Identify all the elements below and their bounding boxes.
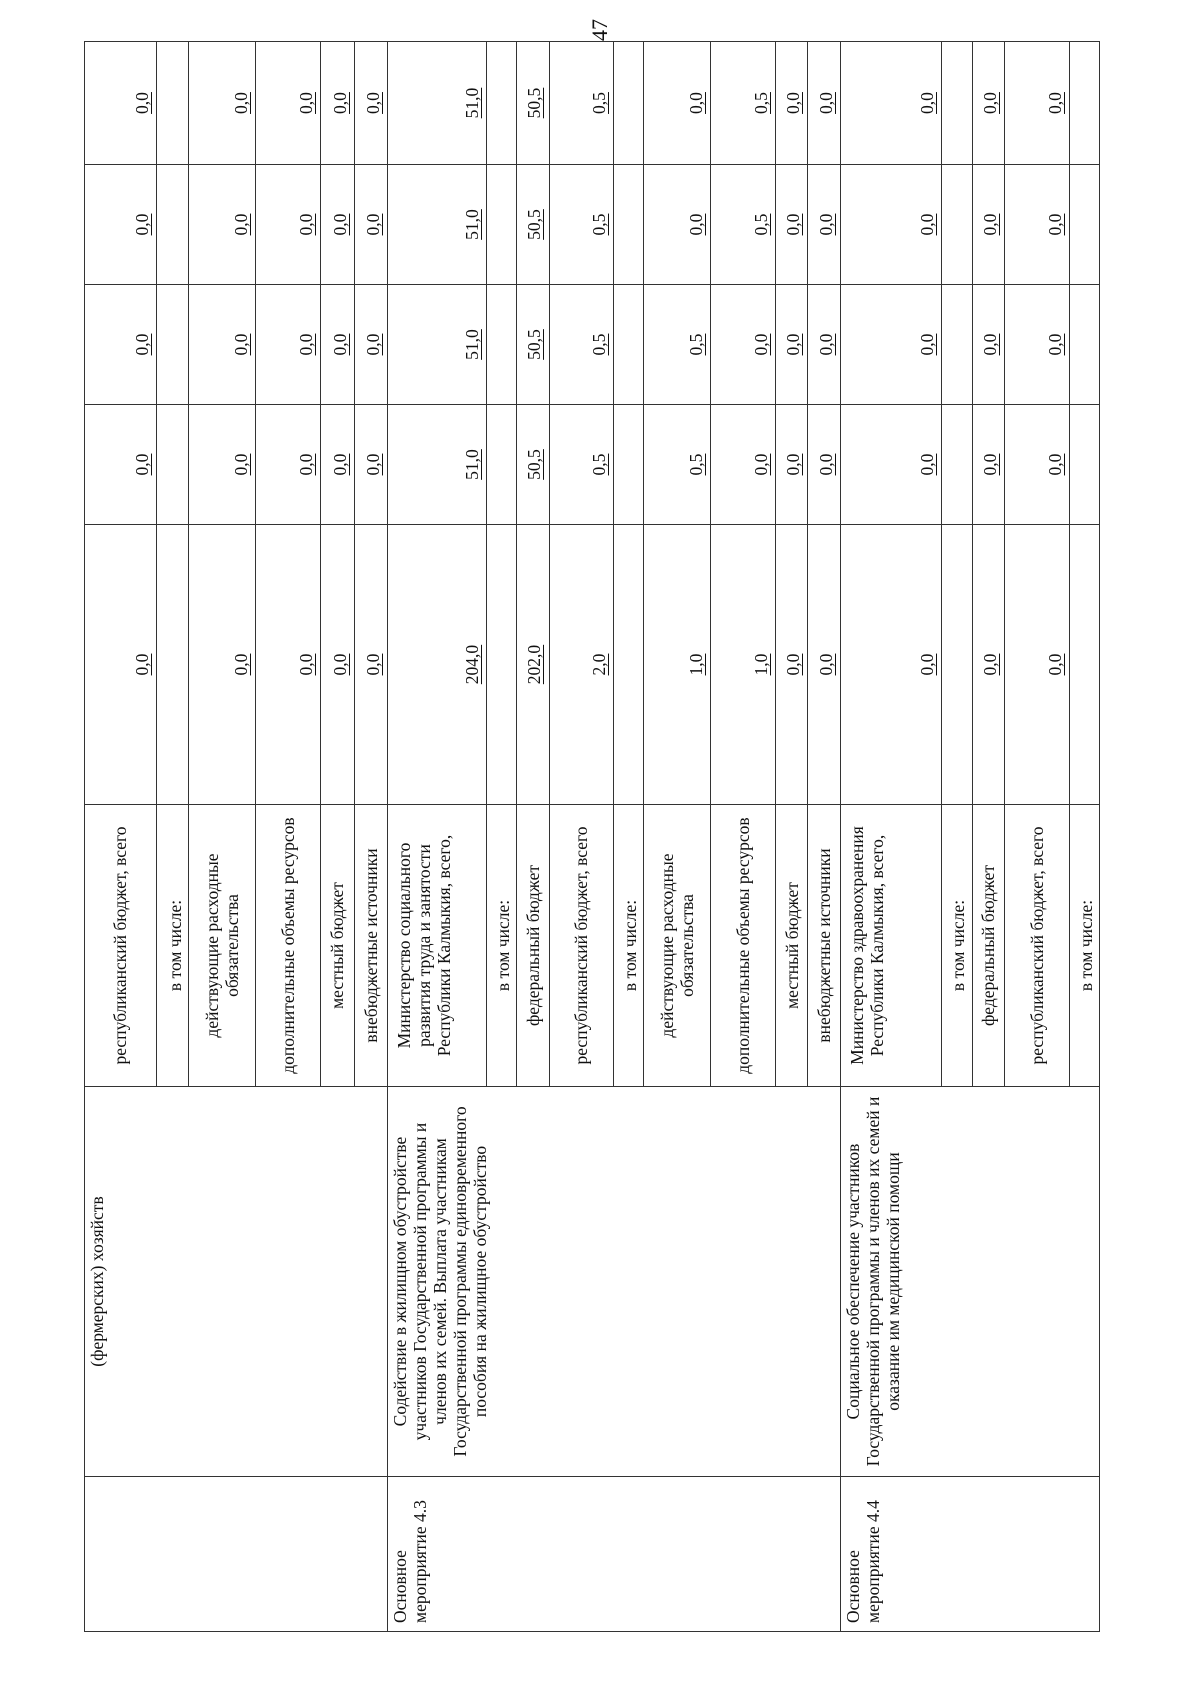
value-text: 0,0 — [362, 333, 383, 356]
value-text: 0,0 — [917, 653, 938, 676]
value-cell — [1004, 525, 1069, 805]
value-cell — [387, 165, 486, 285]
value-text: 0,0 — [815, 333, 836, 356]
value-cell — [614, 165, 644, 285]
value-cell — [1069, 285, 1099, 405]
value-cell — [808, 42, 840, 165]
value-cell — [1004, 285, 1069, 405]
value-text: 0,0 — [783, 333, 804, 356]
value-cell — [840, 285, 942, 405]
value-text: 0,5 — [686, 333, 707, 356]
funding-source-cell: действующие расходные обязательства — [644, 805, 711, 1087]
value-cell — [355, 42, 387, 165]
value-cell — [942, 165, 972, 285]
value-text: 0,0 — [1044, 92, 1065, 114]
value-text: 0,0 — [979, 453, 1000, 476]
value-cell — [85, 285, 157, 405]
value-text: 0,0 — [230, 92, 251, 114]
value-cell — [320, 285, 355, 405]
value-text: 0,0 — [330, 92, 351, 114]
value-cell — [255, 525, 320, 805]
value-cell — [972, 165, 1004, 285]
value-cell — [644, 285, 711, 405]
value-cell — [972, 525, 1004, 805]
value-text: 50,5 — [524, 87, 545, 119]
value-cell — [1004, 42, 1069, 165]
value-cell — [972, 285, 1004, 405]
value-text: 202,0 — [524, 644, 545, 685]
value-text: 0,0 — [750, 333, 771, 356]
value-cell — [808, 525, 840, 805]
event-code-cell: Основное мероприятие 4.4 — [840, 1477, 1099, 1632]
value-text: 0,0 — [295, 333, 316, 356]
table-body — [85, 42, 1100, 1632]
value-text: 0,5 — [686, 453, 707, 476]
funding-source-cell: действующие расходные обязательства — [188, 805, 255, 1087]
value-cell — [776, 525, 808, 805]
page-number-text: 47 — [587, 19, 612, 41]
value-text: 51,0 — [461, 87, 482, 119]
event-code-cell: Основное мероприятие 4.3 — [387, 1477, 840, 1632]
value-text: 0,0 — [131, 92, 152, 114]
value-cell — [840, 42, 942, 165]
value-cell — [1004, 405, 1069, 525]
value-text: 0,0 — [362, 453, 383, 476]
value-cell — [972, 405, 1004, 525]
value-cell — [549, 405, 614, 525]
funding-source-cell: республиканский бюджет, всего — [549, 805, 614, 1087]
value-text: 51,0 — [461, 329, 482, 360]
value-text: 0,0 — [330, 653, 351, 676]
value-cell — [387, 405, 486, 525]
value-cell — [85, 405, 157, 525]
value-text: 0,0 — [783, 653, 804, 676]
value-cell — [188, 42, 255, 165]
value-text: 0,0 — [979, 92, 1000, 114]
value-cell — [355, 405, 387, 525]
value-text: 0,5 — [750, 213, 771, 236]
value-text: 0,0 — [917, 333, 938, 356]
event-name-cell: Содействие в жилищном обустройстве участников Государственной программы и членов их семей. Выплата участникам Государственной программы единовременного пособия на жилищное обустройство — [387, 1087, 840, 1477]
value-text: 0,0 — [815, 92, 836, 114]
value-text: 0,0 — [815, 453, 836, 476]
value-cell — [776, 285, 808, 405]
event-name-cell: Социальное обеспечение участников Государственной программы и членов их семей и оказание им медицинской помощи — [840, 1087, 1099, 1477]
value-cell — [644, 525, 711, 805]
value-text: 0,5 — [589, 92, 610, 114]
event-code-cell — [85, 1477, 388, 1632]
table-row — [840, 42, 942, 1632]
value-text: 50,5 — [524, 209, 545, 240]
value-cell — [255, 285, 320, 405]
value-cell — [156, 285, 188, 405]
value-cell — [1069, 405, 1099, 525]
funding-source-cell: республиканский бюджет, всего — [1004, 805, 1069, 1087]
value-cell — [808, 165, 840, 285]
value-cell — [320, 405, 355, 525]
value-cell — [387, 42, 486, 165]
value-text: 0,0 — [1044, 453, 1065, 476]
value-text: 0,0 — [979, 333, 1000, 356]
value-text: 1,0 — [686, 653, 707, 676]
value-text: 0,0 — [131, 213, 152, 236]
value-text: 2,0 — [589, 653, 610, 676]
value-cell — [255, 165, 320, 285]
funding-source-cell: в том числе: — [1069, 805, 1099, 1087]
value-text: 0,0 — [979, 213, 1000, 236]
funding-source-cell: дополнительные объемы ресурсов — [711, 805, 776, 1087]
value-text: 0,0 — [783, 213, 804, 236]
funding-source-cell: Министерство здравоохранения Республики Калмыкия, всего, — [840, 805, 942, 1087]
value-cell — [517, 405, 549, 525]
value-cell — [776, 165, 808, 285]
funding-source-cell: в том числе: — [487, 805, 517, 1087]
value-cell — [387, 525, 486, 805]
value-cell — [156, 525, 188, 805]
value-cell — [1069, 42, 1099, 165]
value-cell — [85, 42, 157, 165]
funding-source-cell: дополнительные объемы ресурсов — [255, 805, 320, 1087]
value-cell — [85, 525, 157, 805]
funding-source-cell: в том числе: — [942, 805, 972, 1087]
value-cell — [517, 42, 549, 165]
value-cell — [711, 405, 776, 525]
value-text: 1,0 — [750, 653, 771, 676]
value-text: 204,0 — [461, 644, 482, 685]
value-cell — [776, 42, 808, 165]
value-text: 0,0 — [783, 92, 804, 114]
value-cell — [711, 285, 776, 405]
value-text: 0,0 — [686, 92, 707, 114]
value-cell — [644, 405, 711, 525]
funding-source-cell: местный бюджет — [776, 805, 808, 1087]
rotated-table-frame — [84, 42, 1100, 1632]
value-cell — [614, 42, 644, 165]
value-cell — [255, 42, 320, 165]
value-cell — [840, 405, 942, 525]
value-cell — [188, 405, 255, 525]
value-text: 51,0 — [461, 209, 482, 240]
value-text: 0,0 — [362, 653, 383, 676]
value-cell — [776, 405, 808, 525]
value-cell — [156, 42, 188, 165]
value-cell — [517, 285, 549, 405]
value-text: 0,0 — [1044, 213, 1065, 236]
value-text: 0,0 — [230, 453, 251, 476]
value-text: 0,0 — [783, 453, 804, 476]
value-cell — [972, 42, 1004, 165]
value-text: 51,0 — [461, 449, 482, 480]
value-cell — [711, 42, 776, 165]
value-text: 0,0 — [131, 333, 152, 356]
value-text: 0,0 — [295, 453, 316, 476]
value-text: 0,0 — [917, 213, 938, 236]
value-cell — [808, 285, 840, 405]
value-text: 0,5 — [750, 92, 771, 114]
value-cell — [549, 285, 614, 405]
value-cell — [517, 525, 549, 805]
value-cell — [320, 42, 355, 165]
value-cell — [1069, 165, 1099, 285]
value-text: 0,0 — [1044, 333, 1065, 356]
funding-source-cell: внебюджетные источники — [355, 805, 387, 1087]
value-cell — [808, 405, 840, 525]
value-cell — [614, 285, 644, 405]
value-cell — [487, 42, 517, 165]
value-text: 0,0 — [686, 213, 707, 236]
value-cell — [840, 525, 942, 805]
value-text: 0,0 — [230, 213, 251, 236]
funding-source-cell: Министерство социального развития труда и занятости Республики Калмыкия, всего, — [387, 805, 486, 1087]
value-cell — [188, 165, 255, 285]
value-cell — [840, 165, 942, 285]
value-cell — [320, 525, 355, 805]
value-cell — [156, 165, 188, 285]
value-cell — [942, 42, 972, 165]
value-cell — [1069, 525, 1099, 805]
value-cell — [387, 285, 486, 405]
value-text: 0,0 — [330, 453, 351, 476]
value-cell — [255, 405, 320, 525]
value-cell — [614, 405, 644, 525]
funding-source-cell: федеральный бюджет — [972, 805, 1004, 1087]
value-text: 0,0 — [131, 453, 152, 476]
value-cell — [644, 165, 711, 285]
value-text: 0,0 — [131, 653, 152, 676]
funding-source-cell: местный бюджет — [320, 805, 355, 1087]
value-cell — [942, 405, 972, 525]
value-text: 0,5 — [589, 333, 610, 356]
value-cell — [711, 525, 776, 805]
value-cell — [644, 42, 711, 165]
value-text: 0,0 — [295, 653, 316, 676]
value-cell — [355, 285, 387, 405]
value-cell — [320, 165, 355, 285]
value-cell — [487, 525, 517, 805]
value-text: 0,0 — [917, 453, 938, 476]
budget-table — [84, 41, 1100, 1632]
value-text: 0,0 — [979, 653, 1000, 676]
value-cell — [487, 165, 517, 285]
value-text: 0,0 — [815, 653, 836, 676]
value-text: 0,0 — [330, 333, 351, 356]
value-text: 0,5 — [589, 453, 610, 476]
funding-source-cell: республиканский бюджет, всего — [85, 805, 157, 1087]
value-text: 50,5 — [524, 329, 545, 360]
value-cell — [1004, 165, 1069, 285]
value-text: 50,5 — [524, 449, 545, 480]
funding-source-cell: в том числе: — [614, 805, 644, 1087]
value-cell — [355, 525, 387, 805]
value-text: 0,0 — [815, 213, 836, 236]
value-cell — [942, 285, 972, 405]
value-cell — [487, 405, 517, 525]
funding-source-cell: внебюджетные источники — [808, 805, 840, 1087]
value-cell — [85, 165, 157, 285]
value-text: 0,0 — [1044, 653, 1065, 676]
value-text: 0,0 — [362, 213, 383, 236]
value-cell — [517, 165, 549, 285]
value-text: 0,0 — [750, 453, 771, 476]
budget-table-sheet — [84, 42, 1100, 1632]
value-text: 0,0 — [295, 213, 316, 236]
value-text: 0,0 — [917, 92, 938, 114]
funding-source-cell: в том числе: — [156, 805, 188, 1087]
value-cell — [942, 525, 972, 805]
value-cell — [549, 525, 614, 805]
value-text: 0,0 — [295, 92, 316, 114]
value-cell — [355, 165, 387, 285]
value-cell — [188, 285, 255, 405]
table-row — [387, 42, 486, 1632]
value-cell — [549, 42, 614, 165]
funding-source-cell: федеральный бюджет — [517, 805, 549, 1087]
value-cell — [614, 525, 644, 805]
value-cell — [188, 525, 255, 805]
value-text: 0,0 — [230, 333, 251, 356]
value-cell — [156, 405, 188, 525]
value-cell — [549, 165, 614, 285]
value-text: 0,0 — [330, 213, 351, 236]
value-text: 0,0 — [362, 92, 383, 114]
value-cell — [711, 165, 776, 285]
event-name-cell: (фермерских) хозяйств — [85, 1087, 388, 1477]
table-row — [85, 42, 157, 1632]
value-cell — [487, 285, 517, 405]
value-text: 0,0 — [230, 653, 251, 676]
value-text: 0,5 — [589, 213, 610, 236]
